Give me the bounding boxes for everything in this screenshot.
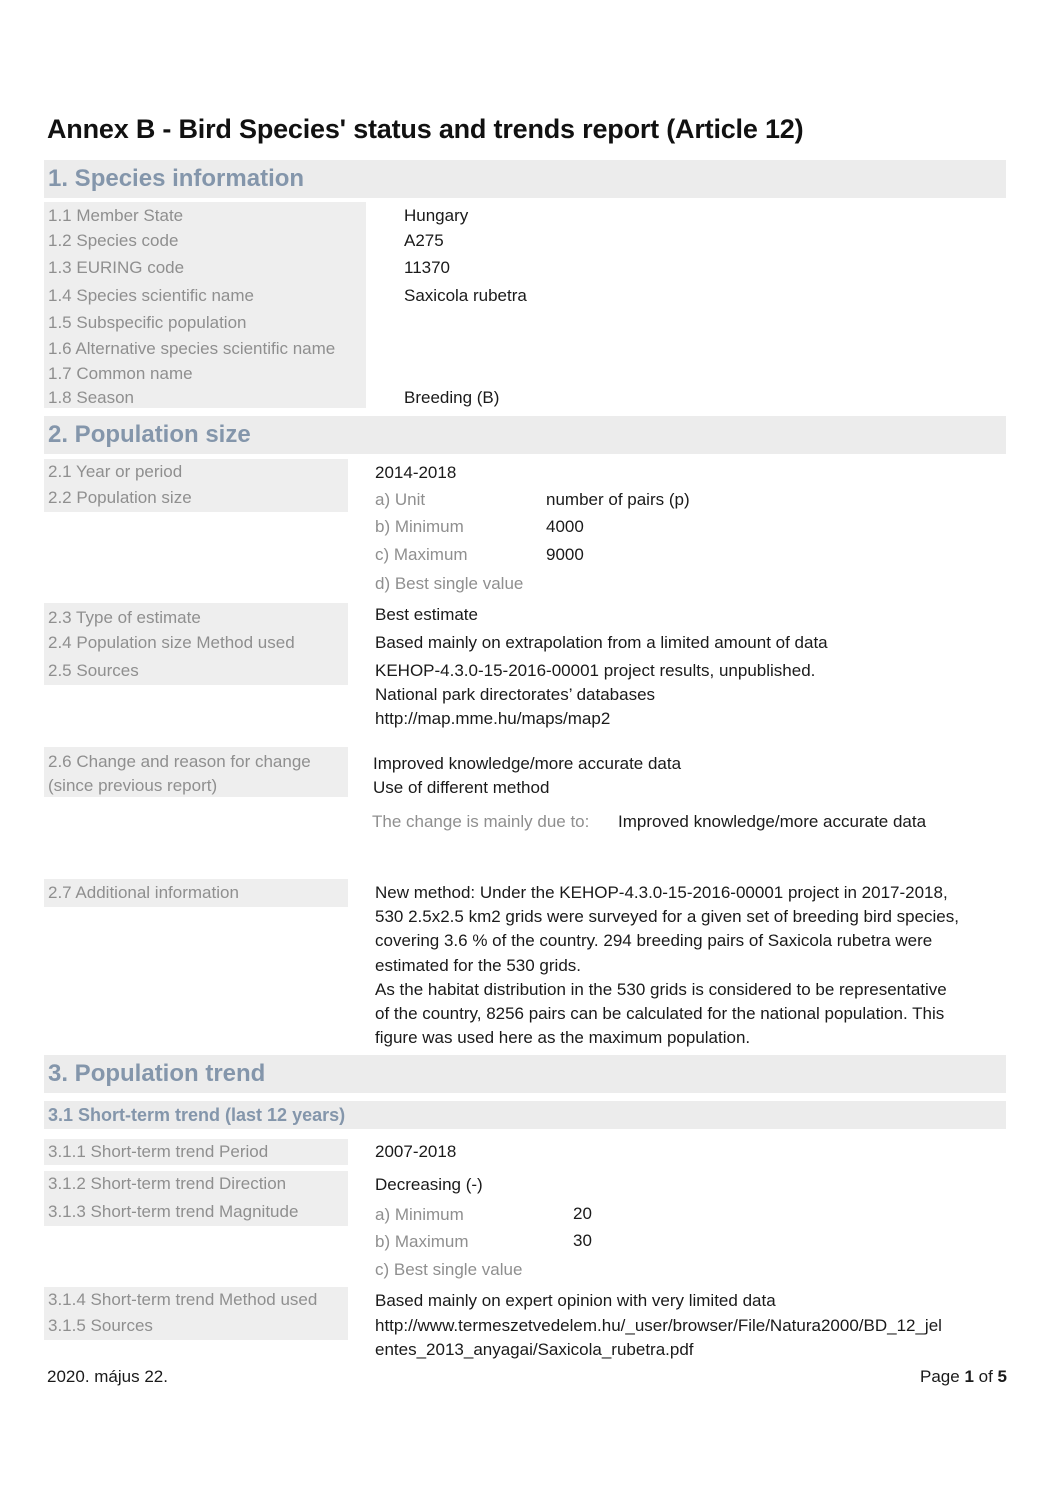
member-state-label: 1.1 Member State [48,206,184,225]
change-reason-label: 2.6 Change and reason for change [48,752,311,771]
trend-direction-value: Decreasing (-) [375,1175,483,1194]
method-used-value: Based mainly on extrapolation from a limited amount of data [375,633,828,652]
method-used-label: 2.4 Population size Method used [48,633,295,652]
additional-line: As the habitat distribution in the 530 grids is considered to be representative [375,979,947,999]
section-heading: 3. Population trend [48,1060,266,1087]
minimum-label: b) Minimum [375,517,464,536]
trend-minimum-label: a) Minimum [375,1205,464,1224]
trend-best-value-label: c) Best single value [375,1260,523,1279]
page-total: 5 [997,1367,1007,1386]
type-of-estimate-label: 2.3 Type of estimate [48,608,201,627]
page-number [920,1367,1007,1387]
additional-line: figure was used here as the maximum population. [375,1028,751,1048]
trend-period-value: 2007-2018 [375,1142,457,1161]
member-state-value: Hungary [404,206,469,225]
trend-magnitude-label: 3.1.3 Short-term trend Magnitude [48,1202,299,1221]
change-reason-value: Improved knowledge/more accurate data [373,754,682,773]
minimum-value: 4000 [546,517,584,536]
unit-label: a) Unit [375,490,426,509]
section-population-size [44,416,1006,454]
type-of-estimate-value: Best estimate [375,605,478,624]
maximum-value: 9000 [546,545,584,564]
additional-line: 530 2.5x2.5 km2 grids were surveyed for a given set of breeding bird species, [375,907,959,927]
year-period-label: 2.1 Year or period [48,462,183,481]
subsection-short-term-trend [44,1101,1006,1129]
trend-period-label: 3.1.1 Short-term trend Period [48,1142,269,1161]
section-species-information [44,160,1006,198]
change-reason-label-cont: (since previous report) [48,776,218,795]
additional-information-text [375,881,1005,1050]
additional-information-label: 2.7 Additional information [48,883,239,902]
alternative-name-label: 1.6 Alternative species scientific name [48,339,336,358]
best-single-value-label: d) Best single value [375,574,524,593]
page-current: 1 [964,1367,974,1386]
population-size-label: 2.2 Population size [48,488,192,507]
year-period-value: 2014-2018 [375,463,457,482]
page-title: Annex B - Bird Species' status and trends report (Article 12) [47,114,804,144]
scientific-name-value: Saxicola rubetra [404,286,527,305]
scientific-name-label: 1.4 Species scientific name [48,286,254,305]
trend-sources-link-cont[interactable]: entes_2013_anyagai/Saxicola_rubetra.pdf [375,1340,694,1359]
trend-maximum-value: 30 [573,1231,592,1250]
trend-method-value: Based mainly on expert opinion with very limited data [375,1291,776,1310]
trend-maximum-label: b) Maximum [375,1232,469,1251]
trend-method-label: 3.1.4 Short-term trend Method used [48,1290,318,1309]
section-heading: 1. Species information [48,165,305,192]
euring-code-label: 1.3 EURING code [48,258,185,277]
common-name-label: 1.7 Common name [48,364,193,383]
additional-line: estimated for the 530 grids. [375,955,582,975]
season-label: 1.8 Season [48,388,135,407]
change-reason-value: Use of different method [373,778,550,797]
section-heading: 2. Population size [48,421,251,448]
subsection-heading: 3.1 Short-term trend (last 12 years) [48,1105,346,1125]
page-prefix: Page [920,1367,965,1386]
season-value: Breeding (B) [404,388,500,407]
additional-line: covering 3.6 % of the country. 294 breeding pairs of Saxicola rubetra were [375,931,933,951]
sources-line: National park directorates’ databases [375,685,656,704]
trend-direction-label: 3.1.2 Short-term trend Direction [48,1174,287,1193]
trend-minimum-value: 20 [573,1204,592,1223]
euring-code-value: 11370 [404,258,451,277]
change-mainly-due-value: Improved knowledge/more accurate data [618,812,927,831]
change-mainly-due-label: The change is mainly due to: [372,812,590,831]
trend-sources-link[interactable]: http://www.termeszetvedelem.hu/_user/browser/File/Natura2000/BD_12_jel [375,1316,942,1335]
species-code-label: 1.2 Species code [48,231,179,250]
trend-sources-label: 3.1.5 Sources [48,1316,153,1335]
subspecific-population-label: 1.5 Subspecific population [48,313,247,332]
sources-label: 2.5 Sources [48,661,139,680]
section-population-trend [44,1055,1006,1093]
additional-line: of the country, 8256 pairs can be calculated for the national population. This [375,1004,945,1024]
species-code-value: A275 [404,231,444,250]
additional-line: New method: Under the KEHOP-4.3.0-15-2016-00001 project in 2017-2018, [375,883,948,902]
sources-link[interactable]: http://map.mme.hu/maps/map2 [375,709,611,728]
unit-value: number of pairs (p) [546,490,690,509]
sources-line: KEHOP-4.3.0-15-2016-00001 project results, unpublished. [375,661,816,680]
maximum-label: c) Maximum [375,545,468,564]
page-of: of [973,1367,998,1386]
footer-date: 2020. május 22. [47,1367,168,1386]
